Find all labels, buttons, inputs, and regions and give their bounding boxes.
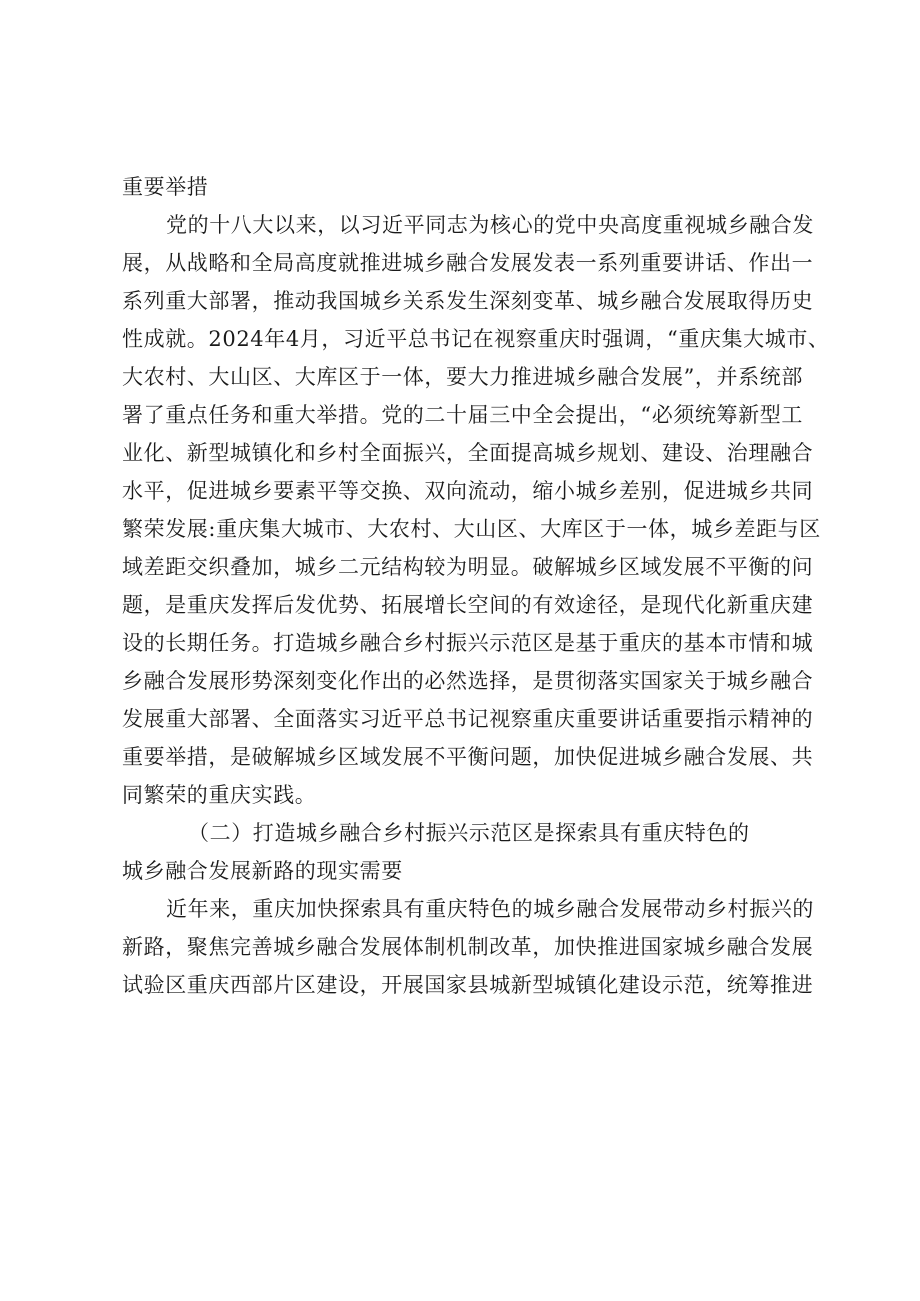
text-line: 业化、新型城镇化和乡村全面振兴，全面提高城乡规划、建设、治理融合 (122, 441, 814, 465)
text-line: 繁荣发展:重庆集大城市、大农村、大山区、大库区于一体，城乡差距与区 (122, 517, 821, 541)
text-line: 同繁荣的重庆实践。 (122, 783, 317, 807)
text-line: 试验区重庆西部片区建设，开展国家县城新型城镇化建设示范，统筹推进 (122, 973, 814, 997)
text-line: 重要举措，是破解城乡区域发展不平衡问题，加快促进城乡融合发展、共 (122, 745, 814, 769)
text-line: 重要举措 (122, 175, 209, 199)
section-heading: （二）打造城乡融合乡村振兴示范区是探索具有重庆特色的 (188, 821, 750, 845)
text-line: 域差距交织叠加，城乡二元结构较为明显。破解城乡区域发展不平衡的问 (122, 555, 814, 579)
text-line: 题，是重庆发挥后发优势、拓展增长空间的有效途径，是现代化新重庆建 (122, 593, 814, 617)
section-heading-continued: 城乡融合发展新路的现实需要 (122, 859, 403, 883)
text-line: 乡融合发展形势深刻变化作出的必然选择，是贯彻落实国家关于城乡融合 (122, 669, 814, 693)
document-body (122, 168, 830, 1004)
paragraph-first-line: 党的十八大以来，以习近平同志为核心的党中央高度重视城乡融合发 (166, 213, 814, 237)
paragraph-first-line: 近年来，重庆加快探索具有重庆特色的城乡融合发展带动乡村振兴的 (166, 897, 814, 921)
text-line: 系列重大部署，推动我国城乡关系发生深刻变革、城乡融合发展取得历史 (122, 289, 814, 313)
text-line: 性成就。2024年4月，习近平总书记在视察重庆时强调，“重庆集大城市、 (122, 327, 830, 351)
text-line: 新路，聚焦完善城乡融合发展体制机制改革，加快推进国家城乡融合发展 (122, 935, 814, 959)
text-line: 署了重点任务和重大举措。党的二十届三中全会提出，“必须统筹新型工 (122, 403, 803, 427)
text-line: 水平，促进城乡要素平等交换、双向流动，缩小城乡差别，促进城乡共同 (122, 479, 814, 503)
text-line: 大农村、大山区、大库区于一体，要大力推进城乡融合发展”，并系统部 (122, 365, 803, 389)
text-line: 设的长期任务。打造城乡融合乡村振兴示范区是基于重庆的基本市情和城 (122, 631, 814, 655)
text-line: 发展重大部署、全面落实习近平总书记视察重庆重要讲话重要指示精神的 (122, 707, 814, 731)
text-line: 展，从战略和全局高度就推进城乡融合发展发表一系列重要讲话、作出一 (122, 251, 814, 275)
